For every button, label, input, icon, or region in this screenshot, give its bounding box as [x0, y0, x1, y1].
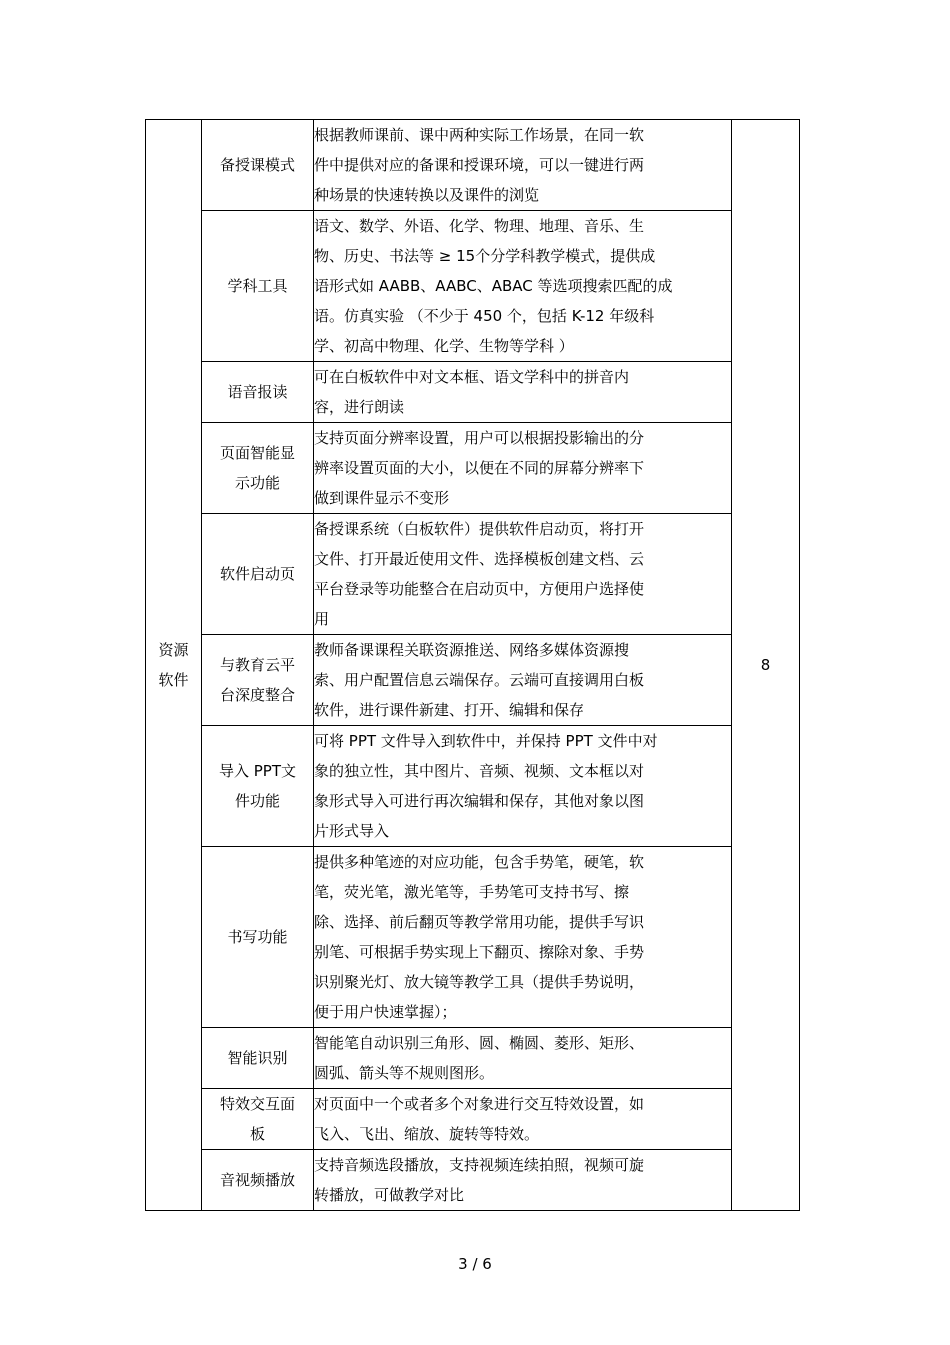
feature-cell: 页面智能显 示功能 [202, 423, 314, 514]
description-cell: 提供多种笔迹的对应功能，包含手势笔，硬笔，软 笔，荧光笔，激光笔等，手势笔可支持书写、擦 除、选择、前后翻页等教学常用功能，提供手写识 别笔、可根据手势实现上下翻页、擦除对象、手势 识别聚光灯、放大镜等教学工具（提供手势说明， 便于用户快速掌握）； [314, 847, 732, 1028]
feature-cell: 备授课模式 [202, 120, 314, 211]
description-cell: 支持页面分辨率设置，用户可以根据投影输出的分 辨率设置页面的大小，以便在不同的屏幕分辨率下 做到课件显示不变形 [314, 423, 732, 514]
table-row [146, 211, 800, 362]
feature-cell: 导入 PPT文 件功能 [202, 726, 314, 847]
table-row [146, 1089, 800, 1150]
description-cell: 备授课系统（白板软件）提供软件启动页，将打开 文件、打开最近使用文件、选择模板创建文档、云 平台登录等功能整合在启动页中，方便用户选择使 用 [314, 514, 732, 635]
table-row [146, 423, 800, 514]
description-cell: 支持音频选段播放，支持视频连续拍照，视频可旋 转播放，可做教学对比 [314, 1150, 732, 1211]
description-cell: 教师备课课程关联资源推送、网络多媒体资源搜 索、用户配置信息云端保存。云端可直接调用白板 软件，进行课件新建、打开、编辑和保存 [314, 635, 732, 726]
table-row [146, 1150, 800, 1211]
table-row [146, 847, 800, 1028]
table-row [146, 726, 800, 847]
description-cell: 对页面中一个或者多个对象进行交互特效设置，如 飞入、飞出、缩放、旋转等特效。 [314, 1089, 732, 1150]
feature-cell: 与教育云平 台深度整合 [202, 635, 314, 726]
feature-cell: 智能识别 [202, 1028, 314, 1089]
description-cell: 根据教师课前、课中两种实际工作场景，在同一软 件中提供对应的备课和授课环境，可以一键进行两 种场景的快速转换以及课件的浏览 [314, 120, 732, 211]
feature-cell: 书写功能 [202, 847, 314, 1028]
description-cell: 智能笔自动识别三角形、圆、椭圆、菱形、矩形、 圆弧、箭头等不规则图形。 [314, 1028, 732, 1089]
table-row [146, 362, 800, 423]
table-row [146, 635, 800, 726]
description-cell: 可将 PPT 文件导入到软件中，并保持 PPT 文件中对 象的独立性，其中图片、音频、视频、文本框以对 象形式导入可进行再次编辑和保存，其他对象以图 片形式导入 [314, 726, 732, 847]
feature-cell: 音视频播放 [202, 1150, 314, 1211]
feature-cell: 特效交互面 板 [202, 1089, 314, 1150]
quantity-cell: 8 [732, 120, 800, 1211]
description-cell: 可在白板软件中对文本框、语文学科中的拼音内 容，进行朗读 [314, 362, 732, 423]
table-row [146, 120, 800, 211]
spec-table [145, 119, 800, 1211]
table-row [146, 1028, 800, 1089]
category-cell: 资源 软件 [146, 120, 202, 1211]
page-number: 3 / 6 [458, 1255, 492, 1273]
feature-cell: 语音报读 [202, 362, 314, 423]
feature-cell: 学科工具 [202, 211, 314, 362]
table-row [146, 514, 800, 635]
description-cell: 语文、数学、外语、化学、物理、地理、音乐、生 物、历史、书法等 ≥ 15个分学科教学模式，提供成 语形式如 AABB、AABC、ABAC 等选项搜索匹配的成 语。仿真实验 （不少于 450 个，包括 K-12 年级科 学、初高中物理、化学、生物等学科 ） [314, 211, 732, 362]
feature-cell: 软件启动页 [202, 514, 314, 635]
